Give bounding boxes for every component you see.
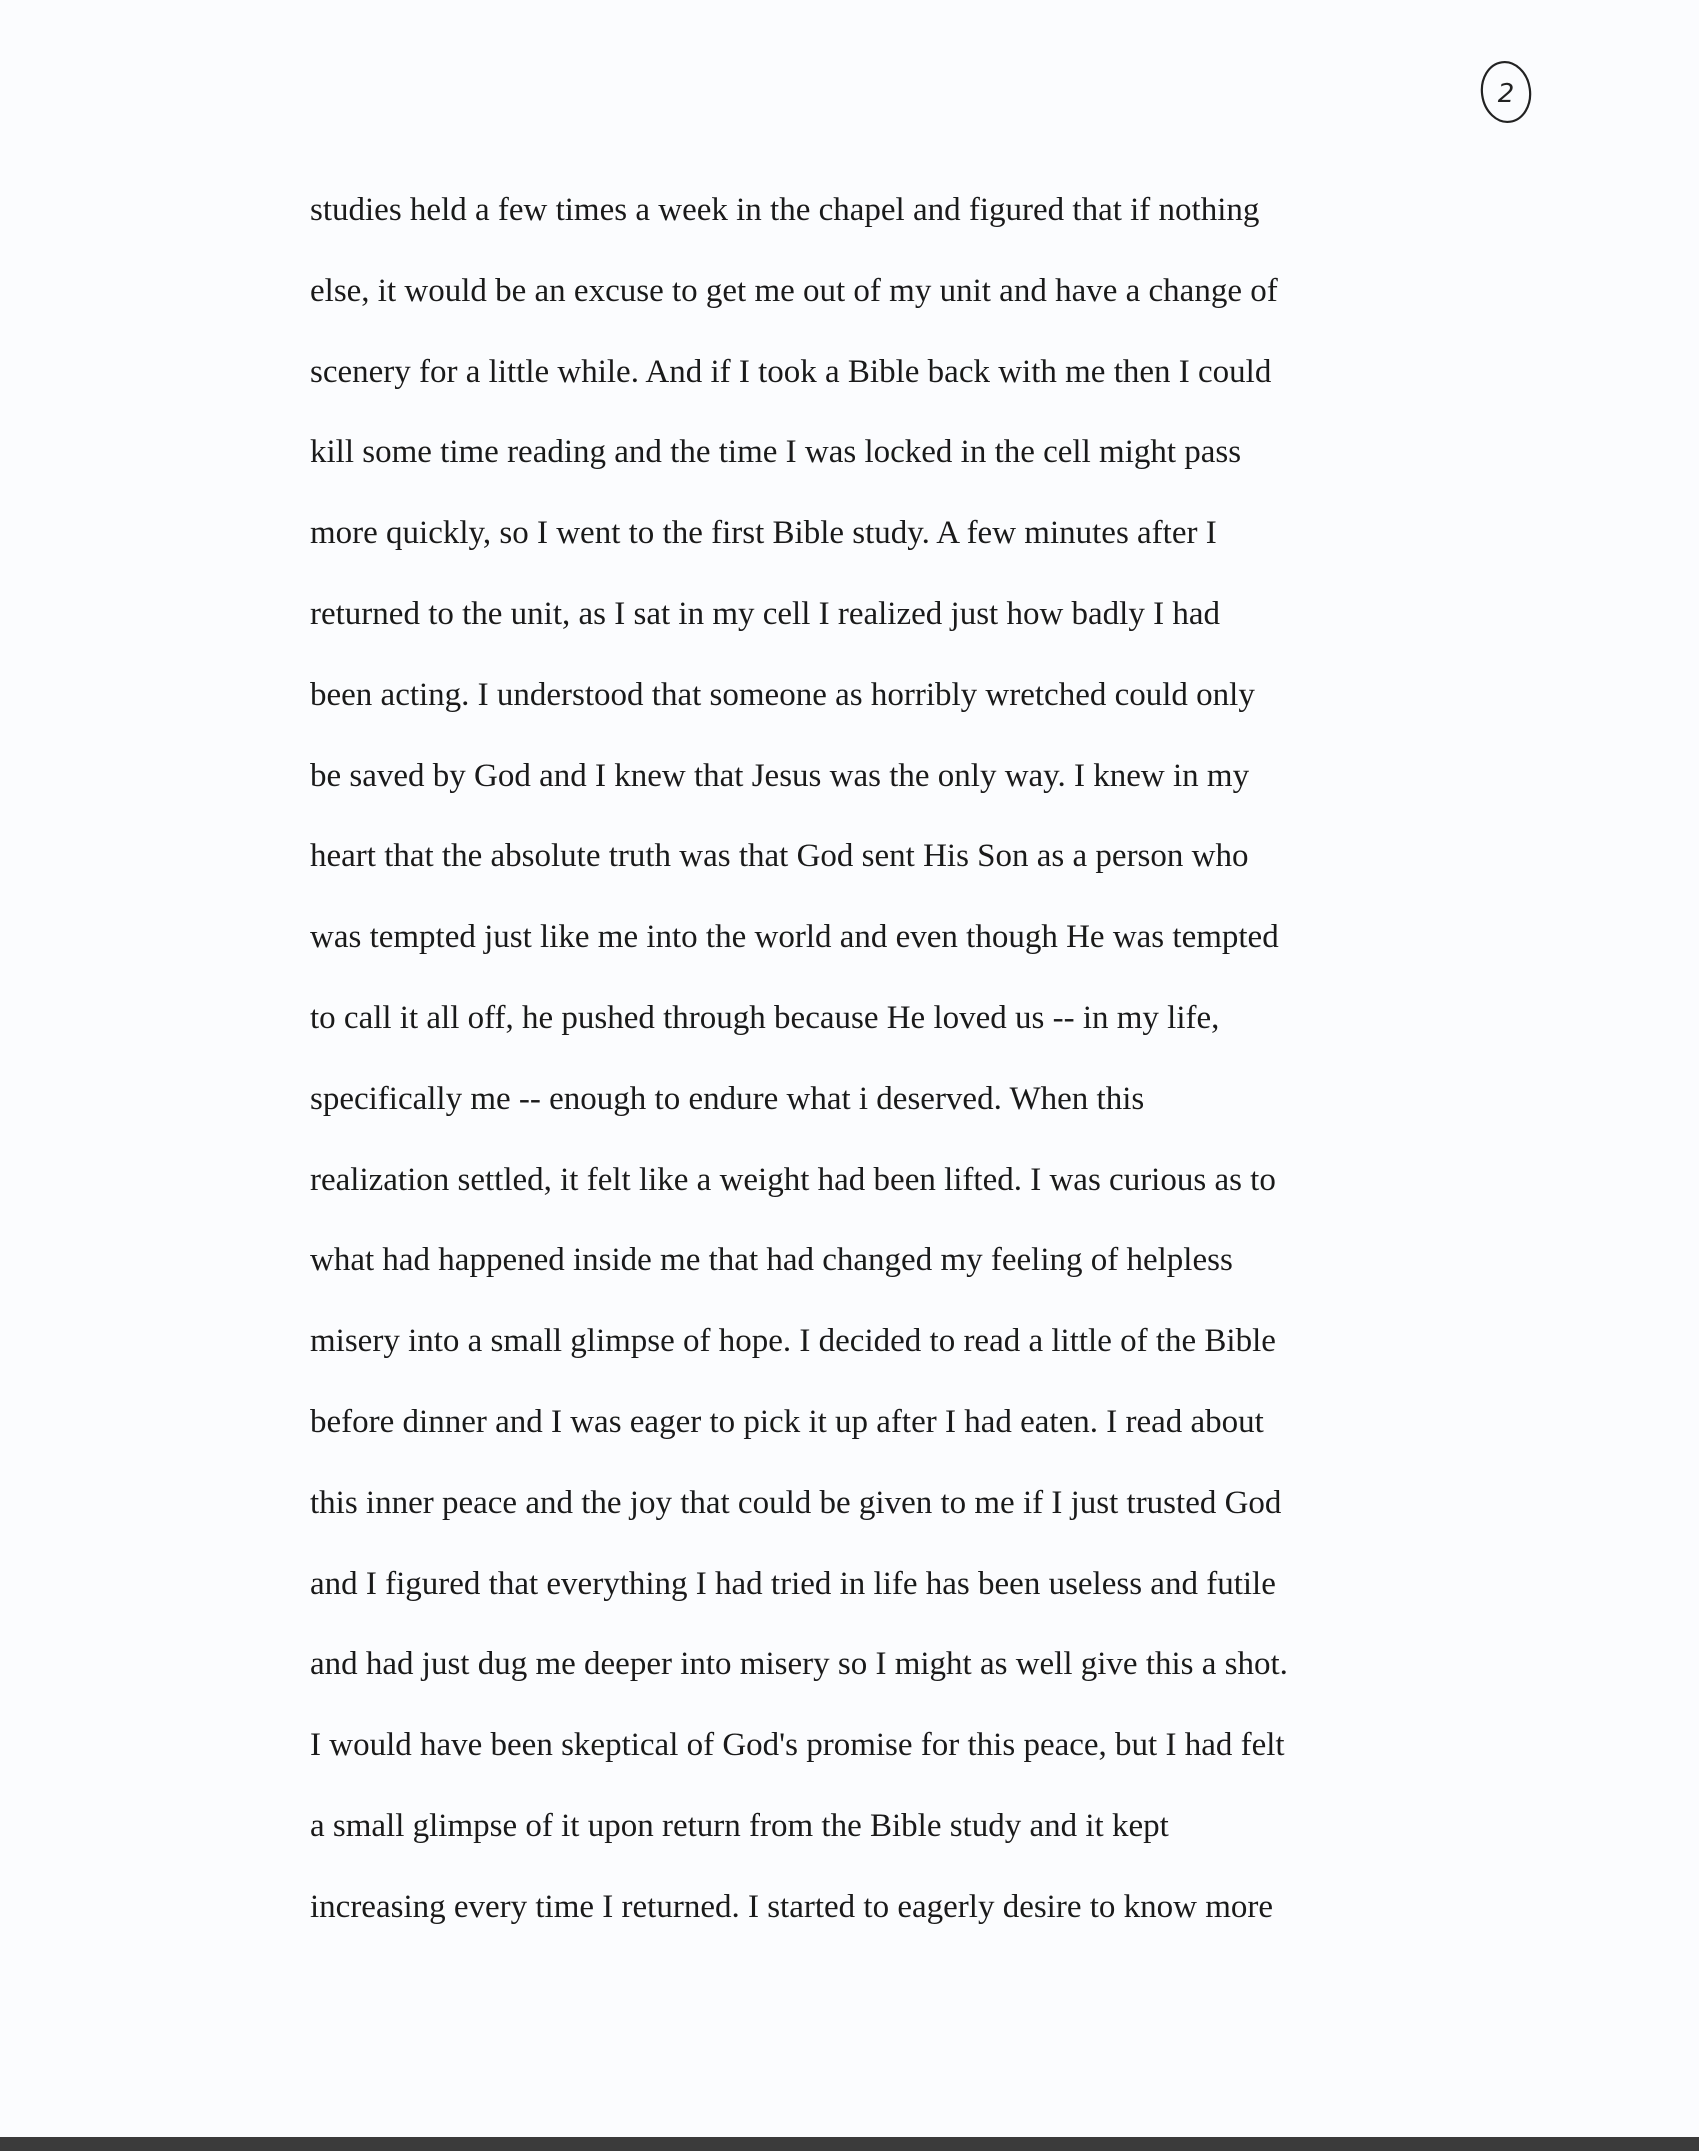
text-line: before dinner and I was eager to pick it up after I had eaten. I read about xyxy=(310,1403,1264,1440)
text-line: what had happened inside me that had changed my feeling of helpless xyxy=(310,1242,1233,1279)
text-line: a small glimpse of it upon return from the Bible study and it kept xyxy=(310,1807,1169,1844)
handwritten-page-number xyxy=(1470,50,1540,130)
text-line: returned to the unit, as I sat in my cell I realized just how badly I had xyxy=(310,595,1220,632)
body-text xyxy=(310,170,1430,1948)
text-line: else, it would be an excuse to get me out of my unit and have a change of xyxy=(310,272,1278,309)
text-line: and had just dug me deeper into misery so I might as well give this a shot. xyxy=(310,1646,1288,1683)
text-line: increasing every time I returned. I started to eagerly desire to know more xyxy=(310,1888,1274,1925)
text-line: I would have been skeptical of God's promise for this peace, but I had felt xyxy=(310,1727,1285,1764)
circled-number-icon xyxy=(1470,50,1540,130)
text-line: was tempted just like me into the world and even though He was tempted xyxy=(310,919,1279,956)
text-line: specifically me -- enough to endure what i deserved. When this xyxy=(310,1080,1145,1117)
text-line: more quickly, so I went to the first Bible study. A few minutes after I xyxy=(310,515,1217,552)
text-line: scenery for a little while. And if I took a Bible back with me then I could xyxy=(310,353,1272,390)
text-line: studies held a few times a week in the chapel and figured that if nothing xyxy=(310,192,1260,228)
text-line: realization settled, it felt like a weight had been lifted. I was curious as to xyxy=(310,1161,1276,1198)
text-line: to call it all off, he pushed through because He loved us -- in my life, xyxy=(310,999,1220,1036)
page-number-text: 2 xyxy=(1497,79,1515,109)
scan-bottom-edge xyxy=(0,2137,1699,2151)
text-line: and I figured that everything I had tried in life has been useless and futile xyxy=(310,1565,1276,1602)
text-line: this inner peace and the joy that could be given to me if I just trusted God xyxy=(310,1484,1282,1521)
text-line: be saved by God and I knew that Jesus was the only way. I knew in my xyxy=(310,757,1250,794)
text-line: misery into a small glimpse of hope. I decided to read a little of the Bible xyxy=(310,1323,1276,1360)
text-line: been acting. I understood that someone as horribly wretched could only xyxy=(310,676,1255,713)
text-line: kill some time reading and the time I was locked in the cell might pass xyxy=(310,434,1242,471)
text-line: heart that the absolute truth was that God sent His Son as a person who xyxy=(310,838,1249,875)
